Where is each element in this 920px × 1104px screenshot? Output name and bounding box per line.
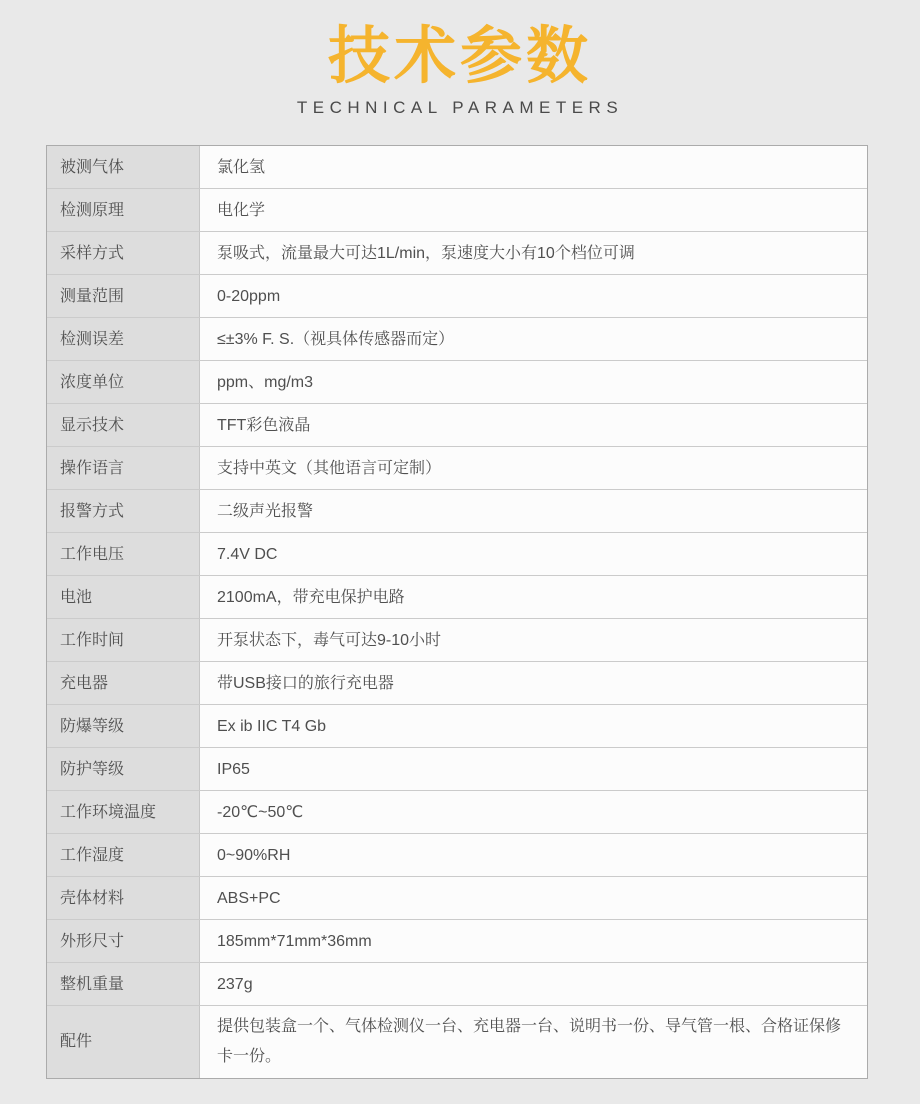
table-row <box>47 576 867 619</box>
table-row <box>47 189 867 232</box>
spec-label: 被测气体 <box>47 146 200 188</box>
spec-value: 237g <box>200 963 867 1005</box>
spec-label: 整机重量 <box>47 963 200 1005</box>
table-row <box>47 447 867 490</box>
spec-value: ABS+PC <box>200 877 867 919</box>
spec-label: 采样方式 <box>47 232 200 274</box>
spec-label: 工作电压 <box>47 533 200 575</box>
table-row <box>47 232 867 275</box>
spec-label: 充电器 <box>47 662 200 704</box>
table-row <box>47 533 867 576</box>
spec-label: 外形尺寸 <box>47 920 200 962</box>
spec-value: 7.4V DC <box>200 533 867 575</box>
table-row <box>47 361 867 404</box>
table-row <box>47 146 867 189</box>
spec-label: 防护等级 <box>47 748 200 790</box>
page-title: 技术参数 <box>327 22 592 91</box>
spec-label: 工作环境温度 <box>47 791 200 833</box>
spec-value: ≤±3% F. S.（视具体传感器而定） <box>200 318 867 360</box>
spec-label: 报警方式 <box>47 490 200 532</box>
spec-value: 电化学 <box>200 189 867 231</box>
spec-table <box>46 145 868 1078</box>
table-row <box>47 963 867 1006</box>
spec-value: 提供包装盒一个、气体检测仪一台、充电器一台、说明书一份、导气管一根、合格证保修卡一份。 <box>200 1006 867 1077</box>
spec-value: ppm、mg/m3 <box>200 361 867 403</box>
table-row <box>47 619 867 662</box>
spec-value: -20℃~50℃ <box>200 791 867 833</box>
spec-label: 检测原理 <box>47 189 200 231</box>
table-row <box>47 662 867 705</box>
spec-label: 配件 <box>47 1006 200 1077</box>
spec-label: 工作湿度 <box>47 834 200 876</box>
table-row <box>47 275 867 318</box>
spec-value: 二级声光报警 <box>200 490 867 532</box>
spec-value: 开泵状态下，毒气可达9-10小时 <box>200 619 867 661</box>
spec-value: TFT彩色液晶 <box>200 404 867 446</box>
table-row <box>47 705 867 748</box>
table-row <box>47 748 867 791</box>
page-subtitle: TECHNICAL PARAMETERS <box>296 98 624 118</box>
spec-label: 测量范围 <box>47 275 200 317</box>
spec-value: 0-20ppm <box>200 275 867 317</box>
table-row <box>47 1006 867 1077</box>
spec-label: 浓度单位 <box>47 361 200 403</box>
table-row <box>47 877 867 920</box>
spec-value: IP65 <box>200 748 867 790</box>
spec-label: 操作语言 <box>47 447 200 489</box>
spec-value: 185mm*71mm*36mm <box>200 920 867 962</box>
spec-value: 支持中英文（其他语言可定制） <box>200 447 867 489</box>
table-row <box>47 791 867 834</box>
table-row <box>47 404 867 447</box>
spec-label: 壳体材料 <box>47 877 200 919</box>
spec-value: 2100mA，带充电保护电路 <box>200 576 867 618</box>
spec-label: 显示技术 <box>47 404 200 446</box>
spec-value: 氯化氢 <box>200 146 867 188</box>
spec-label: 防爆等级 <box>47 705 200 747</box>
spec-label: 工作时间 <box>47 619 200 661</box>
table-row <box>47 834 867 877</box>
table-row <box>47 920 867 963</box>
table-row <box>47 318 867 361</box>
spec-value: 泵吸式，流量最大可达1L/min，泵速度大小有10个档位可调 <box>200 232 867 274</box>
spec-label: 检测误差 <box>47 318 200 360</box>
spec-label: 电池 <box>47 576 200 618</box>
spec-value: Ex ib IIC T4 Gb <box>200 705 867 747</box>
spec-value: 带USB接口的旅行充电器 <box>200 662 867 704</box>
table-row <box>47 490 867 533</box>
spec-value: 0~90%RH <box>200 834 867 876</box>
page-header <box>0 0 920 118</box>
